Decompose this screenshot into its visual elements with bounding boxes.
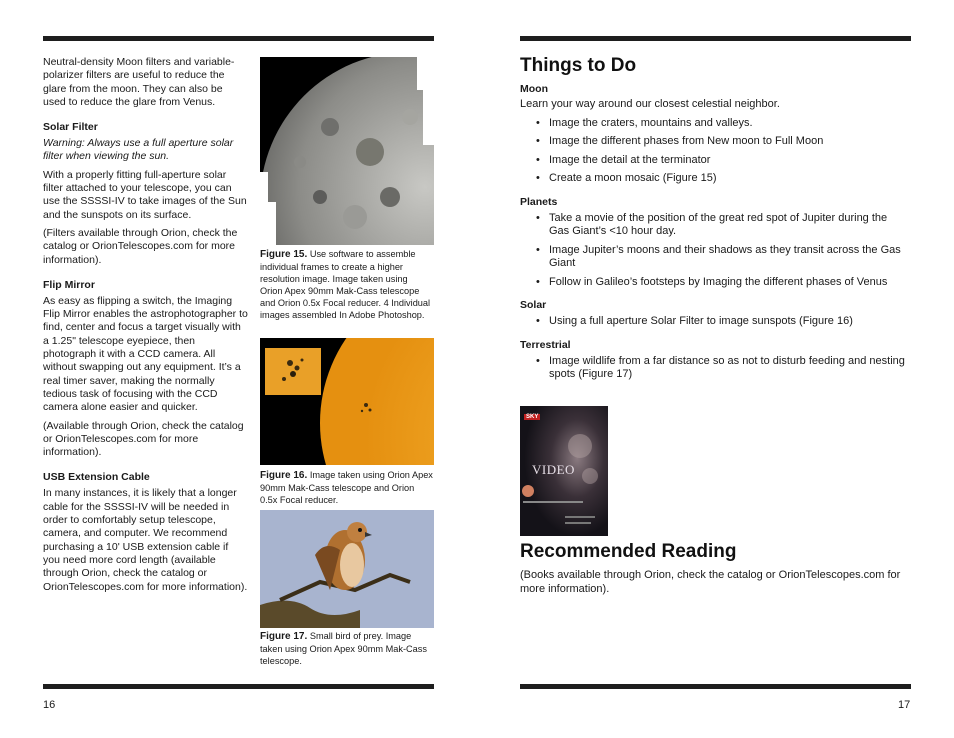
planets-list [520, 212, 910, 290]
things-to-do-title: Things to Do [520, 55, 637, 76]
things-to-do-section [520, 55, 910, 387]
solar-filter-heading: Solar Filter [43, 121, 98, 134]
terrestrial-heading: Terrestrial [520, 338, 571, 351]
terrestrial-list [520, 355, 910, 382]
figure-16-label: Figure 16. [260, 470, 308, 481]
solar-filter-text: With a properly fitting full-aperture solar filter attached to your telescope, you can use the SSSSI-IV to take images of the Sun and the sunspots on its surface. [43, 168, 247, 221]
list-item: • Image wildlife from a far distance so as not to disturb feeding and nesting spots (Figure 17) [536, 354, 905, 380]
list-item: • Image the craters, mountains and valleys. [536, 116, 753, 129]
bottom-rule-left [43, 684, 434, 689]
solar-filter-warning: Warning: Always use a full aperture solar filter when viewing the sun. [43, 137, 234, 163]
bird-of-prey-image [260, 510, 434, 628]
recommended-reading-section [520, 541, 910, 596]
figure-17-label: Figure 17. [260, 631, 308, 642]
list-item: • Image the detail at the terminator [536, 153, 711, 166]
intro-paragraph: Neutral-density Moon filters and variable-polarizer filters are useful to reduce the glare from the moon. They can also be used to reduce the glare from Venus. [43, 56, 235, 108]
flip-mirror-text: As easy as flipping a switch, the Imaging Flip Mirror enables the astrophotographer to find, center and focus a target visually with a 1.25" telescope eyepiece, then photograph it with a CCD camera. All without swapping out any equipment. It’s a real timer saver, making the normally tedious task of focusing with the CCD camera alone easier and quicker. [43, 294, 248, 414]
list-item: • Image Jupiter’s moons and their shadows as they transit across the Gas Giant [536, 243, 901, 269]
list-item: • Follow in Galileo’s footsteps by Imaging the different phases of Venus [536, 275, 888, 288]
recommended-reading-text: (Books available through Orion, check the catalog or OrionTelescopes.com for more information). [520, 569, 901, 595]
moon-intro: Learn your way around our closest celestial neighbor. [520, 98, 780, 110]
page-number-left: 16 [43, 699, 56, 711]
flip-mirror-heading: Flip Mirror [43, 278, 95, 291]
moon-list [520, 117, 910, 186]
list-item: • Create a moon mosaic (Figure 15) [536, 172, 717, 184]
book-title: VIDEO [532, 462, 575, 477]
figure-15-text: Use software to assemble individual frames to create a higher resolution image. Image taken using Orion Apex 90mm Mak-Cass telescope and Orion 0.5x Focal reducer. 4 Individual images assembled In Adobe Photoshop. [260, 249, 431, 320]
moon-heading: Moon [520, 83, 548, 95]
list-item: • Using a full aperture Solar Filter to image sunspots (Figure 16) [536, 315, 853, 327]
planets-heading: Planets [520, 195, 558, 208]
figure-17-caption [260, 630, 434, 667]
list-item: • Image the different phases from New moon to Full Moon [536, 135, 824, 147]
book-brand-logo: SKY [526, 414, 539, 420]
usb-cable-text: In many instances, it is likely that a longer cable for the SSSSI-IV will be needed in order to comfortably setup telescope, camera, and computer. We recommend purchasing a 10' USB extension cable if you need more cord length (available through Orion, check the catalog or OrionTelescopes.com for more information). [43, 487, 248, 593]
moon-mosaic-image [260, 57, 434, 245]
page-number-right: 17 [898, 699, 911, 711]
sun-image [260, 338, 434, 465]
figure-15-caption [260, 248, 432, 321]
solar-heading: Solar [520, 299, 547, 311]
flip-mirror-note: (Available through Orion, check the catalog or OrionTelescopes.com for more information). [43, 419, 244, 459]
left-text-column [43, 56, 248, 594]
solar-list [520, 315, 910, 329]
book-cover-image [520, 406, 608, 536]
figure-16-text: Image taken using Orion Apex 90mm Mak-Cass telescope and Orion 0.5x Focal reducer. [260, 470, 433, 505]
figure-15-label: Figure 15. [260, 249, 308, 260]
top-rule-right [520, 36, 911, 41]
list-item: • Take a movie of the position of the great red spot of Jupiter during the Gas Giant’s <10 hour day. [536, 211, 888, 237]
solar-filter-note: (Filters available through Orion, check the catalog or OrionTelescopes.com for more information). [43, 226, 238, 266]
usb-cable-heading: USB Extension Cable [43, 471, 150, 484]
figure-16-caption [260, 469, 434, 506]
top-rule-left [43, 36, 434, 41]
recommended-reading-title: Recommended Reading [520, 541, 737, 562]
figure-17-text: Small bird of prey. Image taken using Orion Apex 90mm Mak-Cass telescope. [260, 631, 427, 666]
bottom-rule-right [520, 684, 911, 689]
